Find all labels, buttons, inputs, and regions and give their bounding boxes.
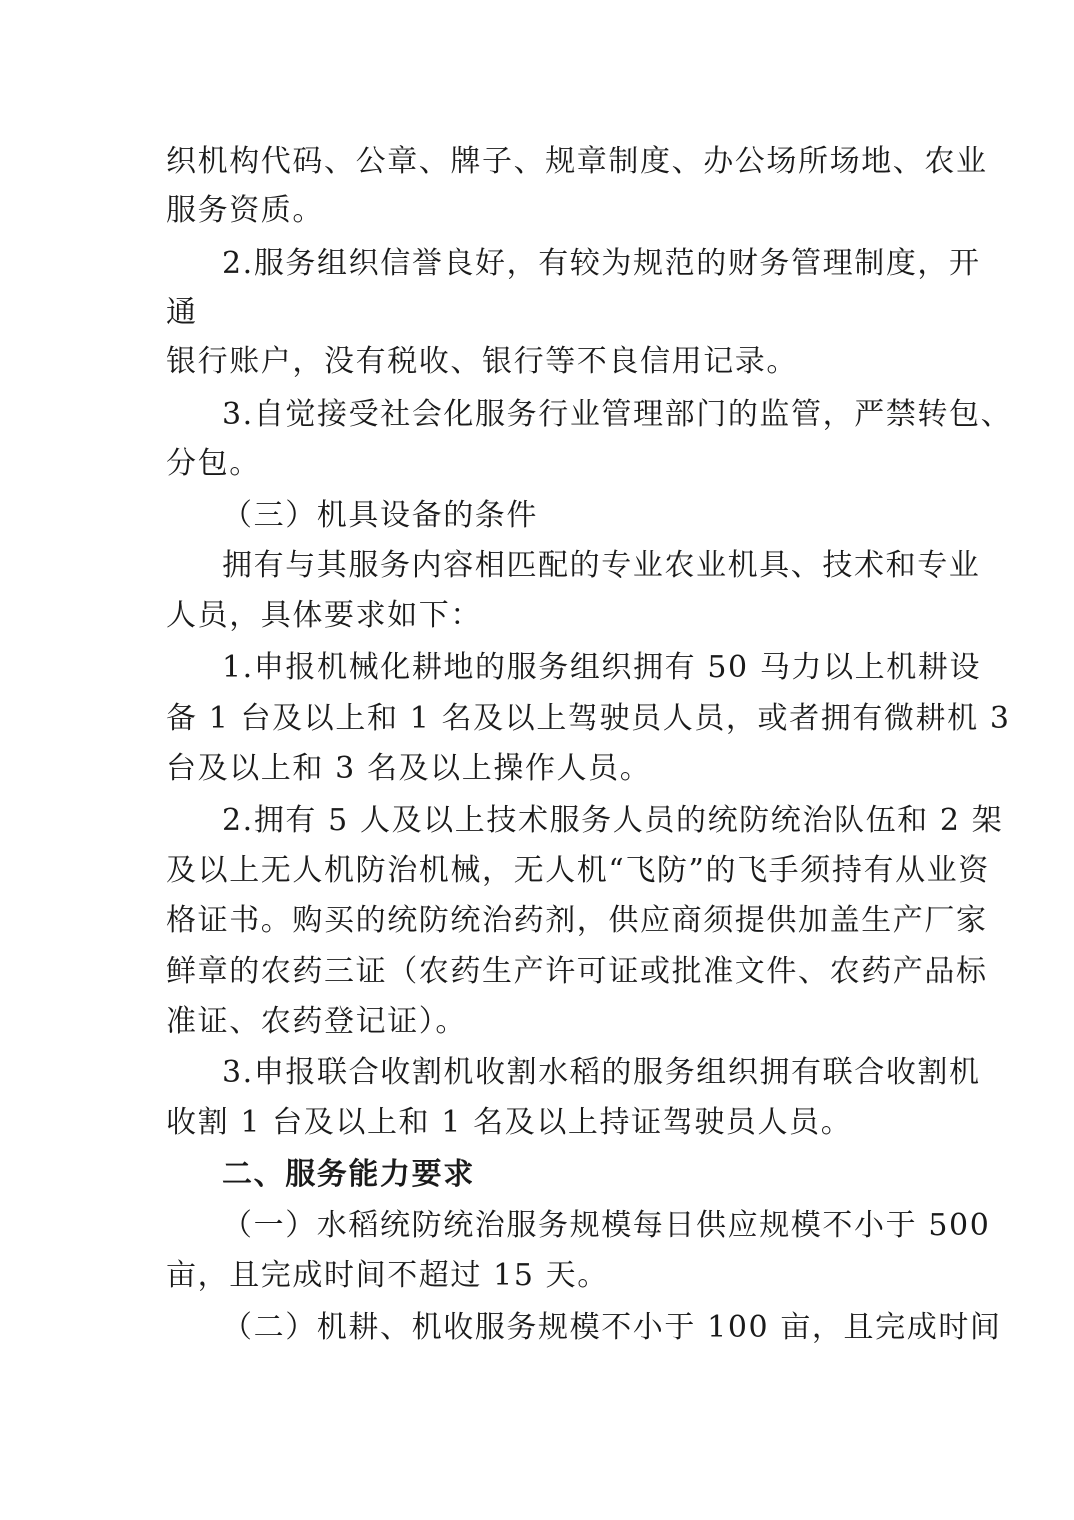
- text-line: 2.拥有 5 人及以上技术服务人员的统防统治队伍和 2 架: [222, 803, 1004, 838]
- text-line: 织机构代码、公章、牌子、规章制度、办公场所场地、农业: [166, 144, 988, 179]
- text-line: 格证书。购买的统防统治药剂，供应商须提供加盖生产厂家: [166, 903, 988, 938]
- text-line: 分包。: [166, 446, 261, 481]
- text-line: （二）机耕、机收服务规模不小于 100 亩，且完成时间: [222, 1310, 1002, 1345]
- section-heading: （三）机具设备的条件: [222, 498, 538, 533]
- text-line: 人员，具体要求如下：: [166, 598, 482, 633]
- text-line: 收割 1 台及以上和 1 名及以上持证驾驶员人员。: [166, 1105, 853, 1140]
- text-line: 台及以上和 3 名及以上操作人员。: [166, 751, 652, 786]
- text-line: 拥有与其服务内容相匹配的专业农业机具、技术和专业: [222, 548, 981, 583]
- text-line: 银行账户，没有税收、银行等不良信用记录。: [166, 344, 798, 379]
- text-line: 鲜章的农药三证（农药生产许可证或批准文件、农药产品标: [166, 954, 988, 989]
- text-line: 备 1 台及以上和 1 名及以上驾驶员人员，或者拥有微耕机 3: [166, 701, 1011, 736]
- text-line: 1.申报机械化耕地的服务组织拥有 50 马力以上机耕设: [222, 650, 982, 685]
- section-heading: 二、服务能力要求: [222, 1157, 475, 1192]
- text-line: 通: [166, 295, 198, 330]
- text-line: 亩，且完成时间不超过 15 天。: [166, 1258, 609, 1293]
- text-line: 及以上无人机防治机械，无人机“飞防”的飞手须持有从业资: [166, 853, 990, 888]
- text-line: 2.服务组织信誉良好，有较为规范的财务管理制度，开: [222, 246, 981, 281]
- text-line: 3.申报联合收割机收割水稻的服务组织拥有联合收割机: [222, 1055, 981, 1090]
- text-line: 3.自觉接受社会化服务行业管理部门的监管，严禁转包、: [222, 397, 1013, 432]
- text-line: （一）水稻统防统治服务规模每日供应规模不小于 500: [222, 1208, 991, 1243]
- text-line: 服务资质。: [166, 193, 324, 228]
- text-line: 准证、农药登记证）。: [166, 1004, 467, 1039]
